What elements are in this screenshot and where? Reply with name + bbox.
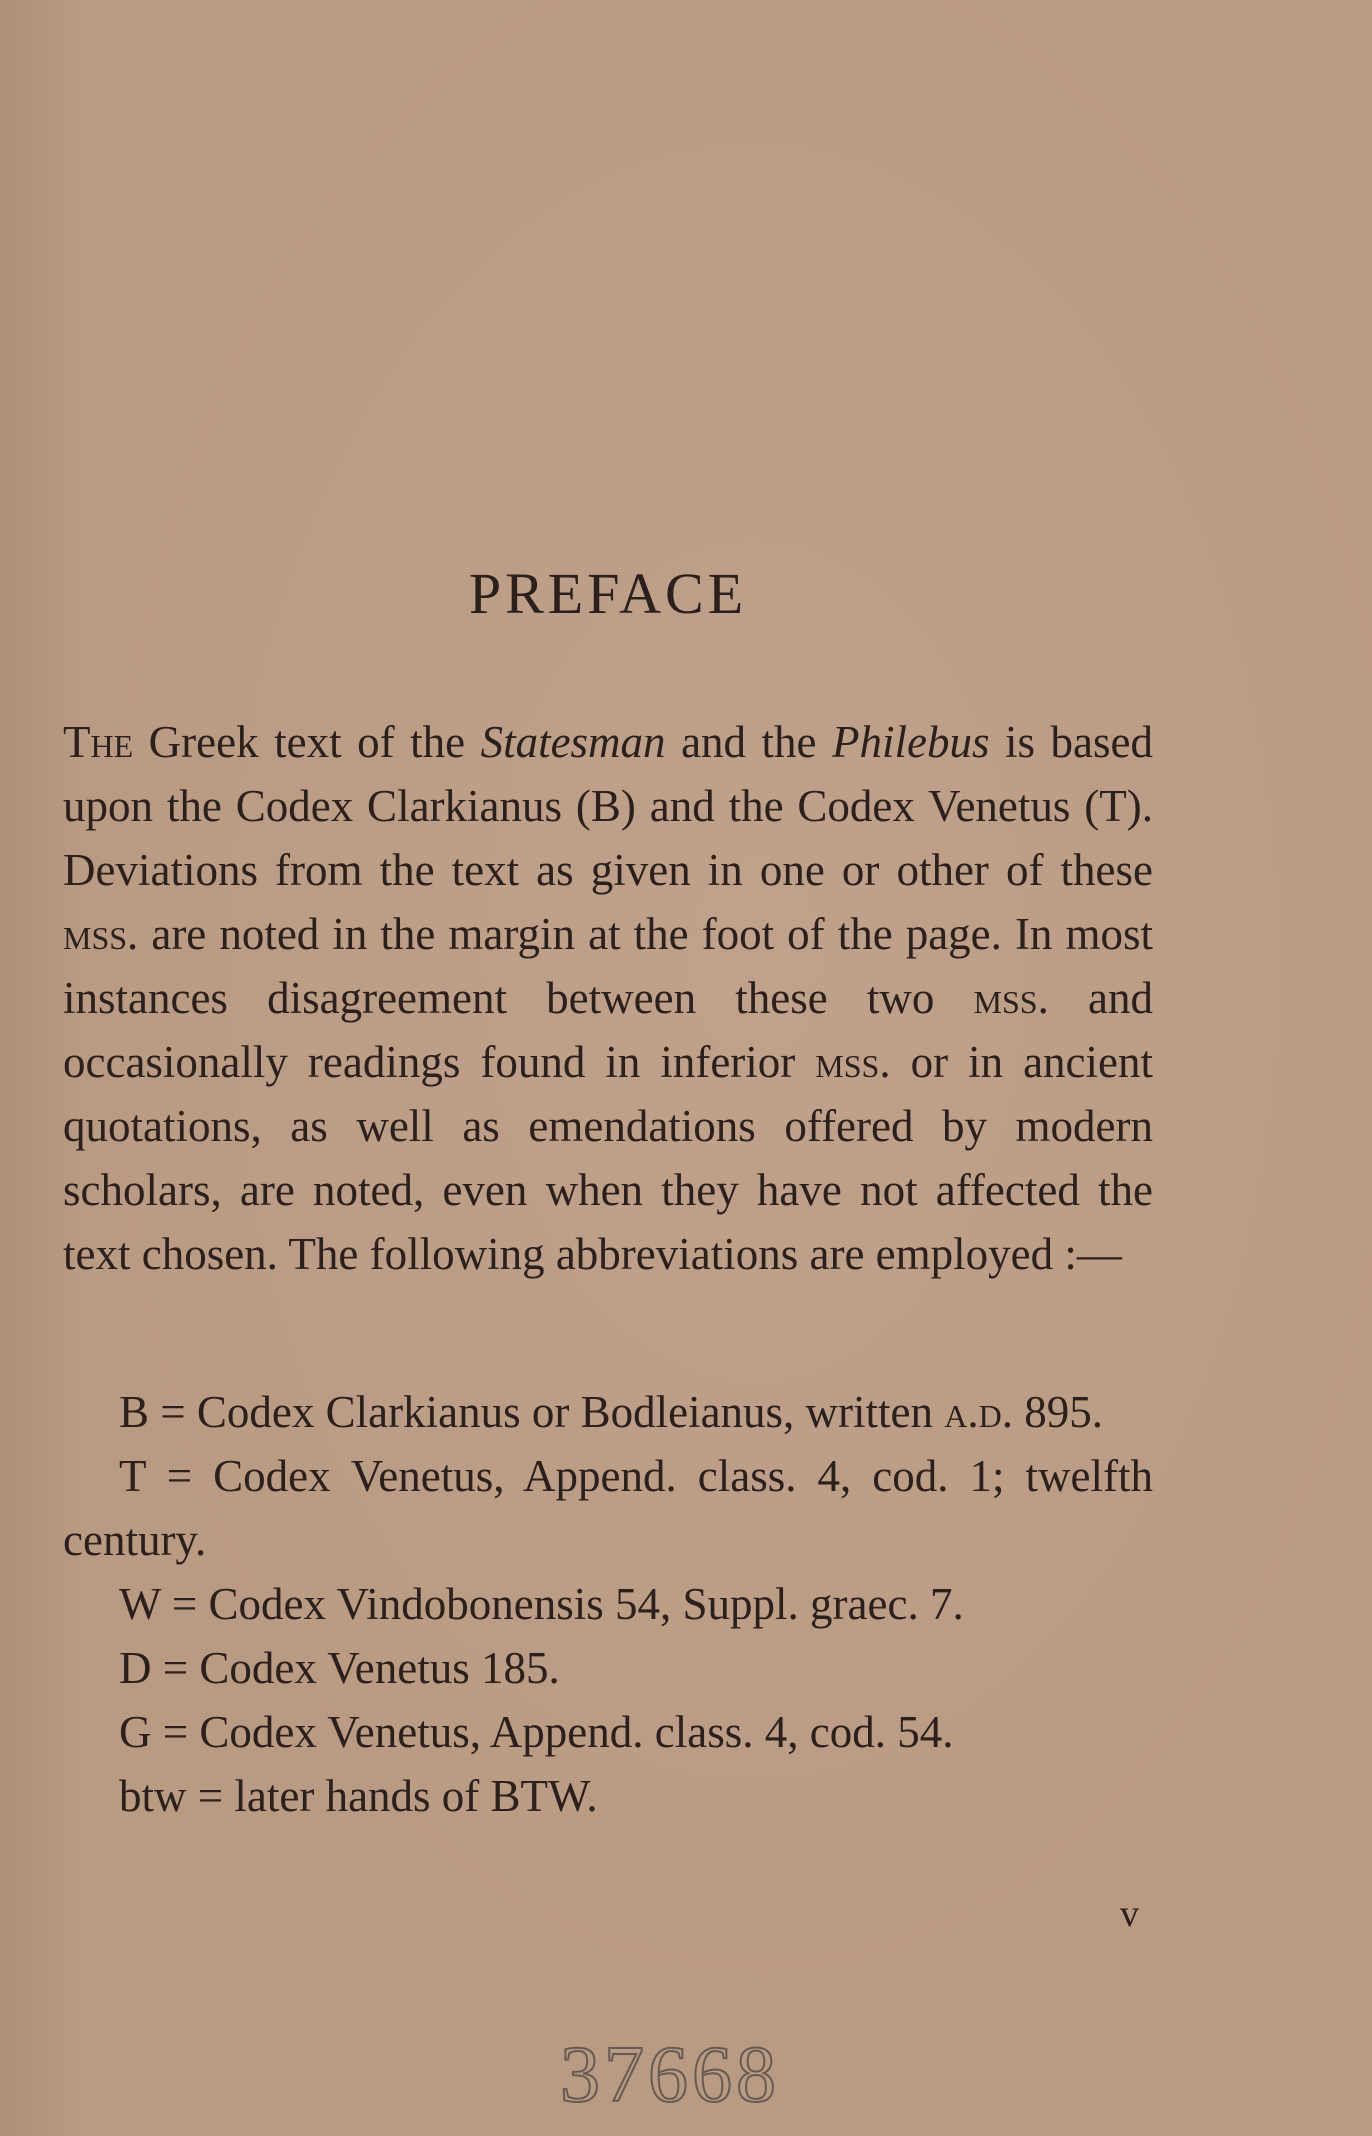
abbreviation-text: btw = later hands of BTW. [119,1771,598,1821]
abbreviation-text: B = Codex Clarkianus or Bodleianus, written [119,1387,945,1437]
abbreviation-entry-t [63,1444,1153,1572]
abbreviation-list [63,1380,1153,1828]
paragraph-segment: Greek text of the [133,717,481,767]
paragraph-segment: mss. [63,909,139,959]
paragraph-segment: and the [665,717,833,767]
abbreviation-text: D = Codex Venetus 185. [119,1643,560,1693]
abbreviation-entry-d [63,1636,1153,1700]
paragraph-segment: are noted in the margin at the foot of the page. In most instances disagreement between these two [63,909,1153,1023]
abbreviation-text: G = Codex Venetus, Append. class. 4, cod. 54. [119,1707,954,1757]
page-number: v [1120,1893,1139,1935]
paragraph-segment: mss. [973,973,1049,1023]
abbreviation-text: W = Codex Vindobonensis 54, Suppl. graec. 7. [119,1579,964,1629]
work-title-statesman: Statesman [480,717,666,767]
abbreviation-text: T = Codex Venetus, Append. class. 4, cod. 1; twelfth century. [63,1451,1153,1565]
abbreviation-entry-g [63,1700,1153,1764]
abbreviation-text: a.d. [944,1387,1013,1437]
paragraph-segment: is based upon the Codex Clarkianus (B) and the Codex Venetus (T). Deviations from the text as given in one or other of these [63,717,1153,895]
paragraph-segment: mss. [815,1037,891,1087]
page-title: PREFACE [468,561,748,626]
preface-paragraph [63,710,1153,1286]
paragraph-segment: The [63,717,134,767]
library-stamp-number: 37668 [560,2031,780,2119]
paragraph-segment: and occasionally readings found in inferior [63,973,1153,1087]
abbreviation-entry-btw [63,1764,1153,1828]
abbreviation-entry-w [63,1572,1153,1636]
work-title-philebus: Philebus [832,717,990,767]
abbreviation-text: 895. [1013,1387,1103,1437]
abbreviation-entry-b [63,1380,1153,1444]
paragraph-segment: or in ancient quotations, as well as emendations offered by modern scholars, are noted, even when they have not affected the text chosen. The following abbreviations are employed :— [63,1037,1153,1279]
